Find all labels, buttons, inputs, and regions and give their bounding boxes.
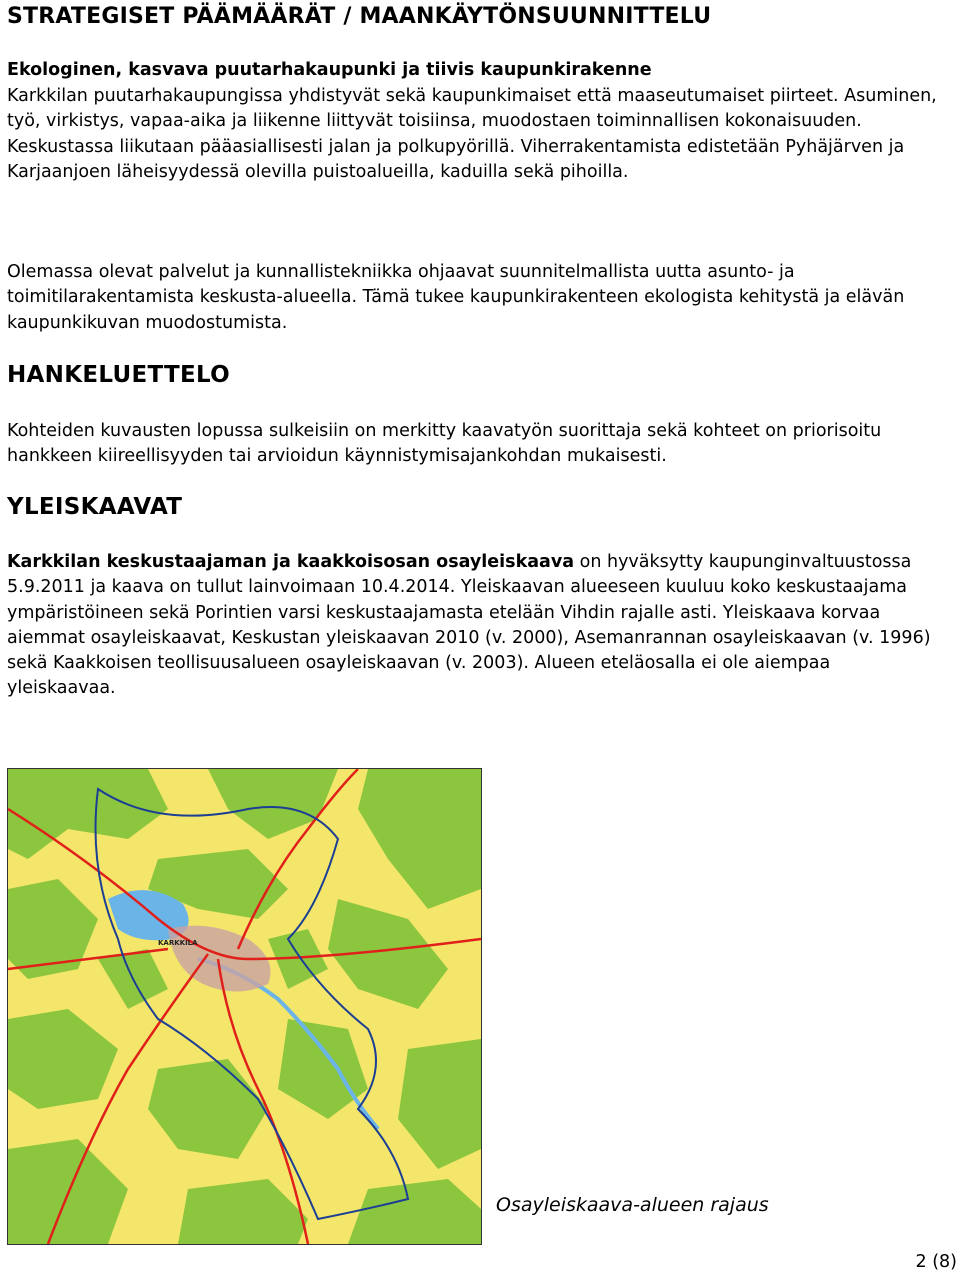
section-subheading: Ekologinen, kasvava puutarhakaupunki ja tiivis kaupunkirakenne: [7, 60, 652, 80]
map-caption: Osayleiskaava-alueen rajaus: [496, 1194, 769, 1216]
map-town-label: KARKKILA: [158, 939, 198, 947]
page-heading: STRATEGISET PÄÄMÄÄRÄT / MAANKÄYTÖNSUUNNITTELU: [7, 4, 712, 29]
plan-description: on hyväksytty kaupunginvaltuustossa 5.9.2011 ja kaava on tullut lainvoimaan 10.4.2014. Yleiskaavan alueeseen kuuluu koko keskustaajama ympäristöineen sekä Porintien varsi keskustaajamasta etelään Vihdin rajalle asti. Yleiskaava korvaa aiemmat osayleiskaavat, Keskustan yleiskaavan 2010 (v. 2000), Asemanrannan osayleiskaavan (v. 1996) sekä Kaakkoisen teollisuusalueen osayleiskaavan (v. 2003). Alueen eteläosalla ei ole aiempaa yleiskaavaa.: [7, 552, 931, 699]
plan-name: Karkkilan keskustaajaman ja kaakkoisosan osayleiskaava: [7, 552, 575, 572]
intro-paragraph: Karkkilan puutarhakaupungissa yhdistyvät sekä kaupunkimaiset että maaseutumaiset piirteet. Asuminen, työ, virkistys, vapaa-aika ja liikenne liittyvät toisiinsa, muodostaen toiminnallisen kokonaisuuden. Keskustassa liikutaan pääasiallisesti jalan ja polkupyörillä. Viherrakentamista edistetään Pyhäjärven ja Karjaanjoen läheisyydessä olevilla puistoalueilla, kaduilla sekä pihoilla.: [7, 86, 937, 182]
plan-area-map: [7, 768, 482, 1245]
yleiskaavat-heading: YLEISKAAVAT: [7, 494, 183, 520]
hankeluettelo-heading: HANKELUETTELO: [7, 362, 230, 388]
hankeluettelo-paragraph: Kohteiden kuvausten lopussa sulkeisiin on merkitty kaavatyön suorittaja sekä kohteet on priorisoitu hankkeen kiireellisyyden tai arvioidun käynnistymisajankohdan mukaisesti.: [7, 421, 882, 467]
map-graphic: [8, 769, 481, 1244]
services-paragraph: Olemassa olevat palvelut ja kunnallistekniikka ohjaavat suunnitelmallista uutta asunto- ja toimitilarakentamista keskusta-alueella. Tämä tukee kaupunkirakenteen ekologista kehitystä ja elävän kaupunkikuvan muodostumista.: [7, 262, 905, 333]
yleiskaavat-paragraph: [7, 550, 942, 702]
page-number: 2 (8): [915, 1252, 957, 1272]
